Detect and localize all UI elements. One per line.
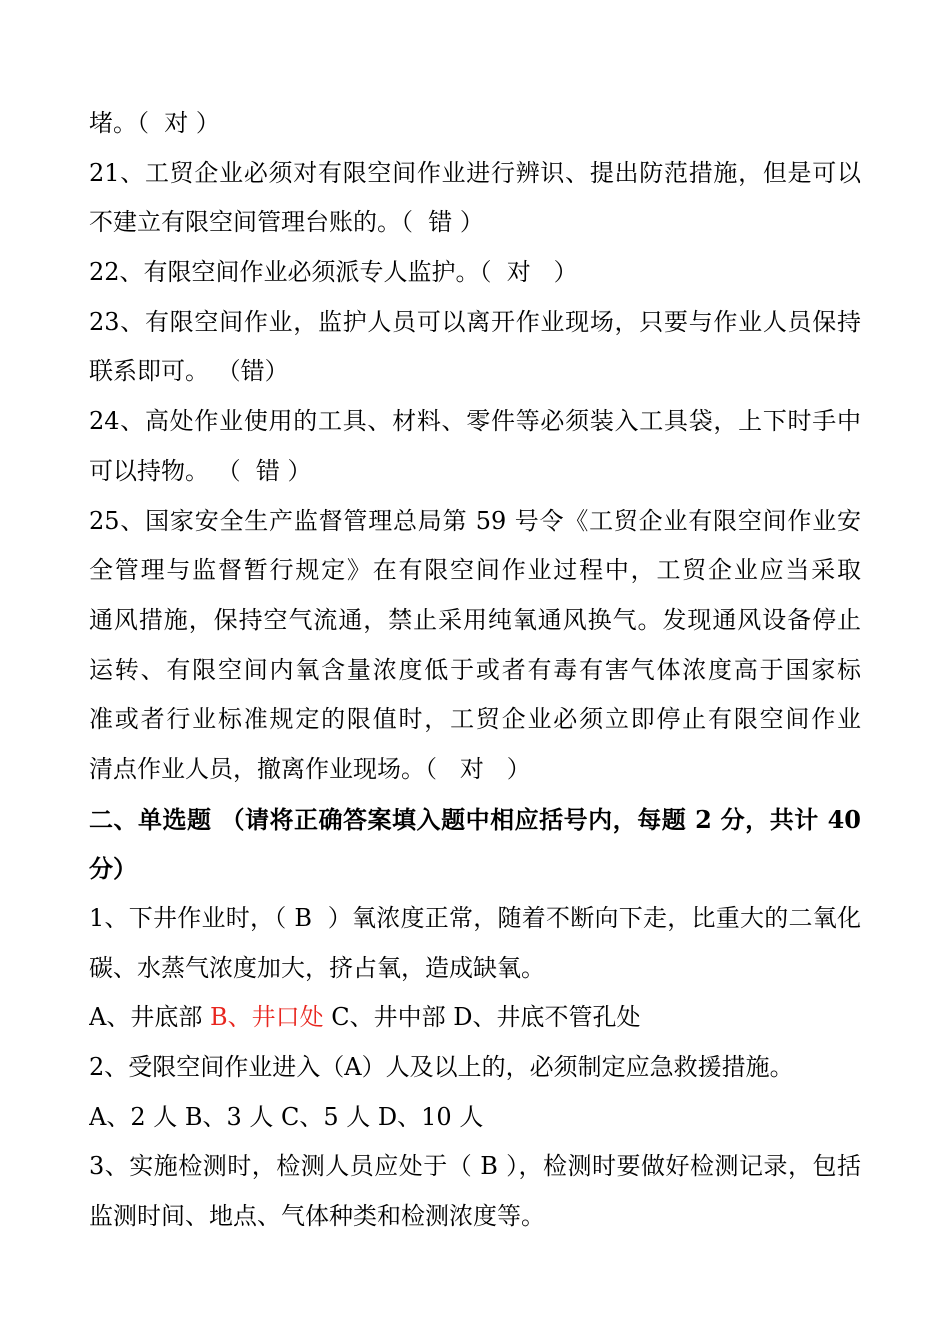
q25-line-2: 全管理与监督暂行规定》在有限空间作业过程中，工贸企业应当采取 bbox=[89, 556, 861, 585]
q20-continuation: 堵。（ 对 ） bbox=[89, 109, 220, 137]
q25-line-4: 运转、有限空间内氧含量浓度低于或者有毒有害气体浓度高于国家标 bbox=[89, 655, 861, 684]
mc-q1-options bbox=[89, 993, 861, 1043]
section-heading-single-choice: 二、单选题 （请将正确答案填入题中相应括号内，每题 2 分，共计 40 bbox=[89, 804, 861, 834]
q22: 22、有限空间作业必须派专人监护。（ 对 ） bbox=[89, 258, 578, 287]
q25-line-5: 准或者行业标准规定的限值时，工贸企业必须立即停止有限空间作业 bbox=[89, 705, 861, 734]
q21-line-2: 不建立有限空间管理台账的。（ 错 ） bbox=[89, 208, 484, 237]
mc-q1-line-2: 碳、水蒸气浓度加大，挤占氧，造成缺氧。 bbox=[89, 953, 545, 982]
options-remaining-text: C、井中部 D、井底不管孔处 bbox=[323, 1003, 641, 1032]
mc-q2: 2、受限空间作业进入（A）人及以上的，必须制定应急救援措施。 bbox=[89, 1053, 794, 1082]
mc-q1-line-1: 1、下井作业时，（ B ）氧浓度正常，随着不断向下走，比重大的二氧化 bbox=[89, 904, 861, 932]
q21-line-1: 21、工贸企业必须对有限空间作业进行辨识、提出防范措施，但是可以 bbox=[89, 158, 861, 187]
mc-q3-line-2: 监测时间、地点、气体种类和检测浓度等。 bbox=[89, 1202, 545, 1231]
q23-line-2: 联系即可。 （错） bbox=[89, 357, 289, 386]
option-a-text: A、井底部 bbox=[89, 1003, 210, 1032]
mc-q3-line-1: 3、实施检测时，检测人员应处于（ B ），检测时要做好检测记录，包括 bbox=[89, 1152, 861, 1181]
document-page bbox=[89, 99, 861, 1242]
q25-line-3: 通风措施，保持空气流通，禁止采用纯氧通风换气。发现通风设备停止 bbox=[89, 605, 861, 634]
q24-line-1: 24、高处作业使用的工具、材料、零件等必须装入工具袋，上下时手中 bbox=[89, 407, 861, 436]
q25-line-1: 25、国家安全生产监督管理总局第 59 号令《工贸企业有限空间作业安 bbox=[89, 506, 861, 535]
section-heading-continuation: 分） bbox=[89, 854, 137, 884]
correct-answer-highlight: B、井口处 bbox=[209, 1003, 324, 1032]
q24-line-2: 可以持物。 （ 错 ） bbox=[89, 456, 312, 485]
mc-q2-options: A、2 人 B、3 人 C、5 人 D、10 人 bbox=[89, 1102, 484, 1131]
q23-line-1: 23、有限空间作业，监护人员可以离开作业现场，只要与作业人员保持 bbox=[89, 307, 861, 336]
q25-line-6: 清点作业人员，撤离作业现场。（ 对 ） bbox=[89, 754, 531, 783]
